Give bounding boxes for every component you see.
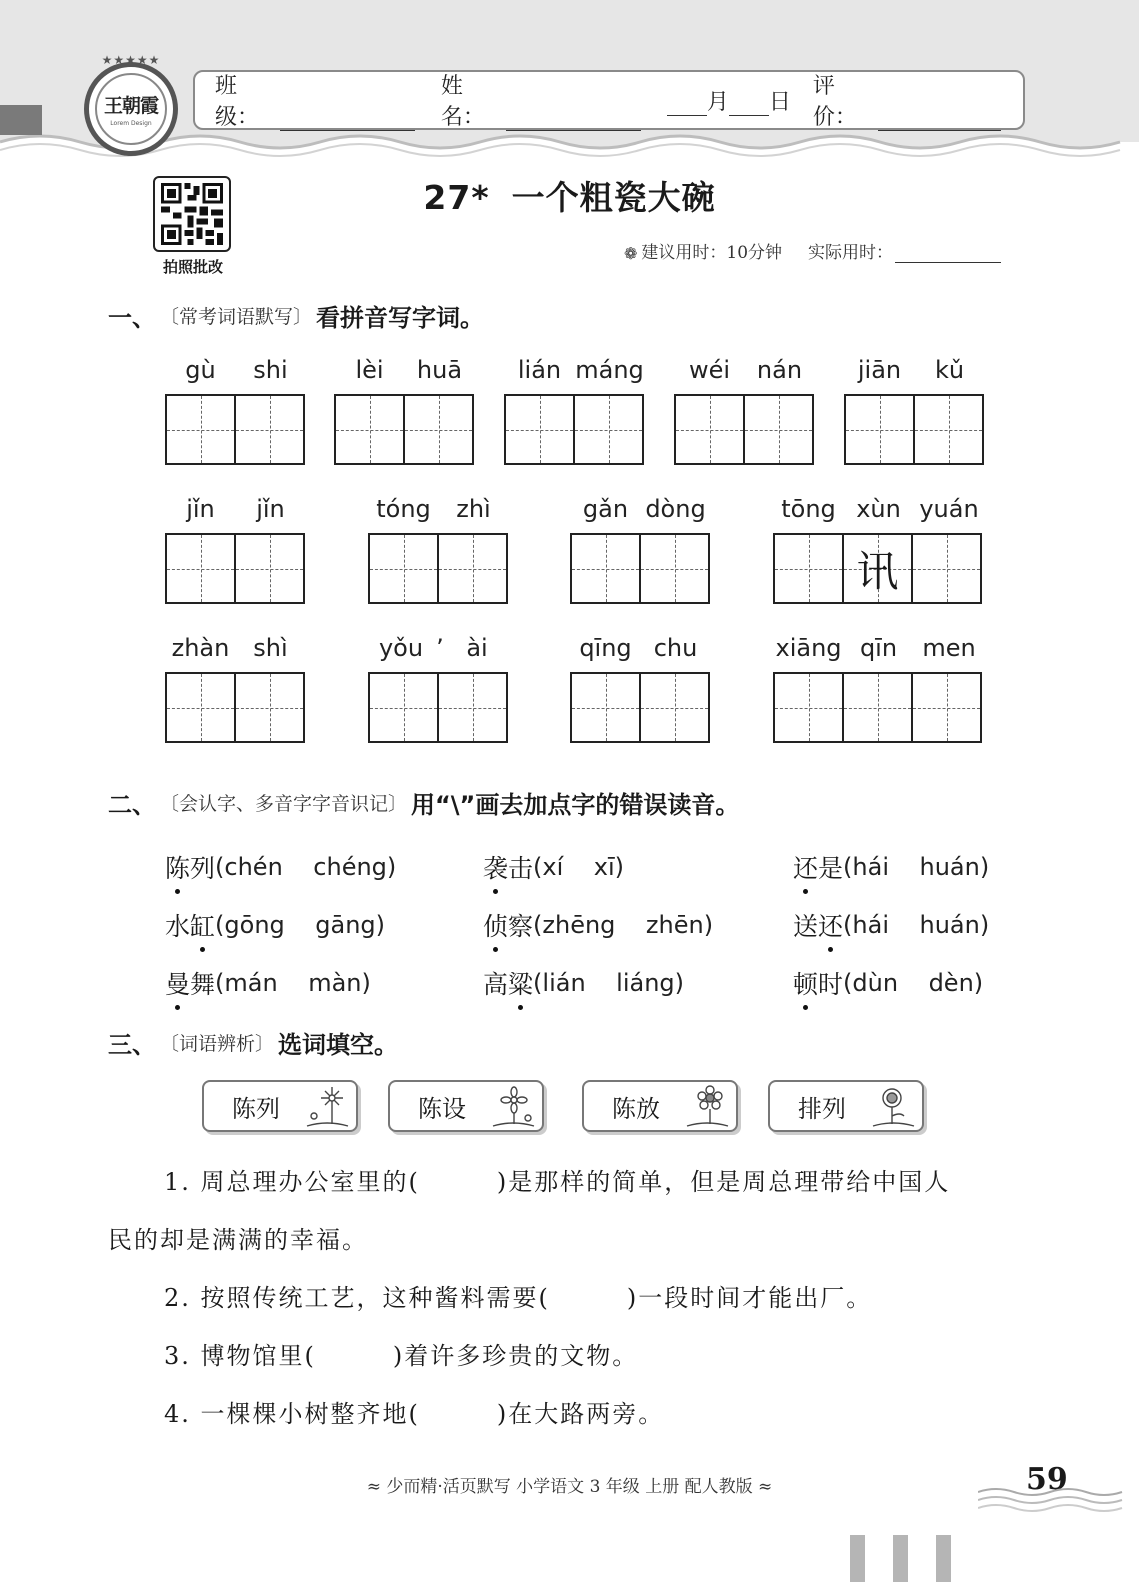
month-label: 月 [706, 89, 729, 115]
pinyin: chu [653, 634, 698, 662]
writing-cell[interactable] [570, 672, 641, 743]
fill-in-sentences [108, 1150, 1038, 1440]
section-1-instruction: 看拼音写字词。 [316, 304, 485, 332]
pinyin: yǒu [378, 634, 424, 662]
writing-cell[interactable] [165, 394, 236, 465]
reading-item[interactable]: 顿 时 (dùn dèn) [793, 965, 983, 1001]
reading-item[interactable]: 水 缸 (gōng gāng) [165, 907, 483, 943]
actual-time-label: 实际用时： [808, 243, 894, 263]
section-2-instruction: 用“\”画去加点字的错误读音。 [411, 791, 740, 819]
pinyin: ài [466, 634, 488, 662]
word-card-label: 陈设 [418, 1094, 466, 1123]
word-card-label: 陈列 [232, 1094, 280, 1123]
footer-bar [893, 1535, 908, 1582]
flower-icon [488, 1084, 538, 1132]
sentence-3[interactable]: 3. 博物馆里( )着许多珍贵的文物。 [164, 1341, 639, 1370]
section-2-heading: 二、 〔会认字、多音字字音识记〕 用“\”画去加点字的错误读音。 [108, 785, 739, 820]
pinyin: gǎn [582, 495, 629, 523]
section-3-heading: 三、 〔词语辨析〕 选词填空。 [108, 1025, 398, 1060]
pinyin: kǔ [934, 356, 965, 384]
reading-options: (lián liáng) [533, 969, 685, 997]
pinyin: xiāng [775, 634, 842, 662]
word-card[interactable] [582, 1080, 738, 1132]
reading-item[interactable]: 袭 击 (xí xī) [483, 849, 793, 885]
sentence-2[interactable]: 2. 按照传统工艺，这种酱料需要( )一段时间才能出厂。 [164, 1283, 873, 1312]
writing-cell[interactable] [165, 533, 236, 604]
section-1-tag: 〔常考词语默写〕 [160, 306, 313, 328]
word-box-2-1 [165, 491, 305, 604]
name-label: 姓名： [440, 74, 485, 130]
page-number: 59 [1026, 1462, 1068, 1497]
pinyin: tóng [376, 495, 431, 523]
pinyin: zhì [456, 495, 491, 523]
writing-cell[interactable] [368, 533, 439, 604]
actual-time-field[interactable] [895, 245, 1001, 263]
pinyin: yuán [919, 495, 979, 523]
reading-options: (mán màn) [215, 969, 371, 997]
section-2-tag: 〔会认字、多音字字音识记〕 [160, 793, 408, 815]
writing-cell[interactable] [773, 533, 844, 604]
writing-cell-given [842, 533, 913, 604]
day-field[interactable] [729, 94, 769, 116]
writing-cell[interactable] [334, 394, 405, 465]
writing-cell[interactable] [674, 394, 745, 465]
pinyin: jǐn [186, 495, 215, 523]
logo-stars-icon: ★★★★★ [101, 53, 161, 67]
pinyin: zhàn [171, 634, 230, 662]
sentence-1[interactable]: 1. 周总理办公室里的( )是那样的简单，但是周总理带给中国人 [164, 1167, 951, 1196]
pinyin: men [922, 634, 976, 662]
student-info-box [193, 70, 1025, 130]
lesson-title [0, 172, 1139, 219]
writing-cell[interactable] [165, 672, 236, 743]
reading-list [165, 838, 1045, 1012]
class-label: 班级： [215, 74, 260, 130]
reading-options: (dùn dèn) [843, 969, 984, 997]
word-card-label: 陈放 [612, 1094, 660, 1123]
pinyin: xùn [856, 495, 901, 523]
reading-row [165, 896, 1045, 954]
reading-options: (gōng gāng) [215, 911, 386, 939]
reading-options: (zhēng zhēn) [533, 911, 714, 939]
word-box-1-3 [504, 352, 644, 465]
pinyin: nán [756, 356, 803, 384]
word-box-1-2 [334, 352, 474, 465]
evaluation-field[interactable] [878, 109, 1001, 131]
writing-cell[interactable] [842, 672, 913, 743]
brand-logo [84, 53, 178, 156]
word-box-2-4 [773, 491, 985, 604]
writing-cell[interactable] [911, 533, 982, 604]
reading-options: (chén chéng) [215, 853, 397, 881]
reading-options: (hái huán) [843, 853, 990, 881]
word-card[interactable] [202, 1080, 358, 1132]
pinyin: shì [253, 634, 288, 662]
writing-cell[interactable] [913, 394, 984, 465]
lesson-title-text: 一个粗瓷大碗 [511, 178, 716, 217]
section-3-instruction: 选词填空。 [278, 1031, 399, 1059]
word-box-1-5 [844, 352, 984, 465]
class-field[interactable] [280, 109, 415, 131]
word-box-3-1 [165, 630, 305, 743]
writing-cell[interactable] [234, 533, 305, 604]
qr-label: 拍照批改 [162, 258, 223, 276]
day-label: 日 [768, 89, 791, 115]
section-3-tag: 〔词语辨析〕 [160, 1033, 275, 1055]
pinyin: lián [517, 356, 562, 384]
word-box-2-3 [570, 491, 710, 604]
reading-options: (hái huán) [843, 911, 990, 939]
logo-name: 王朝霞 [103, 95, 158, 117]
reading-item[interactable]: 送 还 (hái huán) [793, 907, 989, 943]
writing-cell[interactable] [504, 394, 575, 465]
writing-cell[interactable] [743, 394, 814, 465]
word-box-3-2 [368, 630, 508, 743]
flower-icon [302, 1084, 352, 1132]
sentence-4[interactable]: 4. 一棵棵小树整齐地( )在大路两旁。 [164, 1399, 665, 1428]
word-box-3-4 [773, 630, 985, 743]
writing-cell[interactable] [437, 533, 508, 604]
writing-cell[interactable] [234, 672, 305, 743]
reading-row [165, 954, 1045, 1012]
word-box-3-3 [570, 630, 710, 743]
pinyin: qīng [579, 634, 632, 662]
word-box-2-2 [368, 491, 508, 604]
reading-item[interactable]: 还 是 (hái huán) [793, 849, 989, 885]
word-box-1-1 [165, 352, 305, 465]
section-1-heading: 一、 〔常考词语默写〕 看拼音写字词。 [108, 298, 484, 333]
writing-cell[interactable] [639, 672, 710, 743]
header-wave-decoration [0, 130, 1139, 170]
evaluation-label: 评价： [812, 74, 857, 130]
word-choice-cards [200, 1080, 960, 1136]
pinyin: dòng [645, 495, 706, 523]
reading-item[interactable]: 高 粱 (lián liáng) [483, 965, 793, 1001]
pinyin-apostrophe: ’ [436, 634, 444, 662]
word-card[interactable] [768, 1080, 924, 1132]
name-field[interactable] [506, 109, 641, 131]
writing-cell[interactable] [234, 394, 305, 465]
word-card-label: 排列 [798, 1094, 846, 1123]
word-box-1-4 [674, 352, 814, 465]
writing-cell[interactable] [570, 533, 641, 604]
sentence-1-continued: 民的却是满满的幸福。 [108, 1225, 368, 1254]
writing-cell[interactable] [403, 394, 474, 465]
pinyin: wéi [688, 356, 731, 384]
pinyin: jiān [857, 356, 902, 384]
reading-item[interactable]: 陈 列 (chén chéng) [165, 849, 483, 885]
pinyin: shi [253, 356, 288, 384]
writing-cell[interactable] [573, 394, 644, 465]
reading-item[interactable]: 侦 察 (zhēng zhēn) [483, 907, 793, 943]
month-field[interactable] [667, 94, 707, 116]
pinyin: tōng [781, 495, 836, 523]
writing-cell[interactable] [368, 672, 439, 743]
footer-book-info: ≈ 少而精·活页默写 小学语文 3 年级 上册 配人教版 ≈ [366, 1477, 773, 1497]
writing-cell[interactable] [437, 672, 508, 743]
word-card[interactable] [388, 1080, 544, 1132]
lesson-number: 27* [423, 178, 490, 217]
footer-bar [850, 1535, 865, 1582]
writing-cell[interactable] [773, 672, 844, 743]
pinyin: máng [575, 356, 644, 384]
footer-bar [936, 1535, 951, 1582]
side-tab-mark [0, 105, 42, 135]
suggested-time: 建议用时：10分钟 [641, 243, 783, 263]
flower-icon: ❁ [624, 244, 638, 263]
pinyin: jǐn [256, 495, 285, 523]
timing-info [624, 238, 1001, 263]
given-character: 讯 [856, 546, 899, 596]
pinyin: lèi [355, 356, 384, 384]
page-wave-decoration [978, 1486, 1128, 1516]
writing-cell[interactable] [639, 533, 710, 604]
writing-cell[interactable] [911, 672, 982, 743]
pinyin: qīn [859, 634, 898, 662]
pinyin: gù [185, 356, 216, 384]
reading-item[interactable]: 曼 舞 (mán màn) [165, 965, 483, 1001]
reading-row [165, 838, 1045, 896]
flower-icon [682, 1084, 732, 1132]
writing-cell[interactable] [844, 394, 915, 465]
sunflower-icon [868, 1084, 918, 1132]
pinyin: huā [416, 356, 463, 384]
reading-options: (xí xī) [533, 853, 625, 881]
logo-subtitle: Lorem Design [110, 120, 152, 127]
